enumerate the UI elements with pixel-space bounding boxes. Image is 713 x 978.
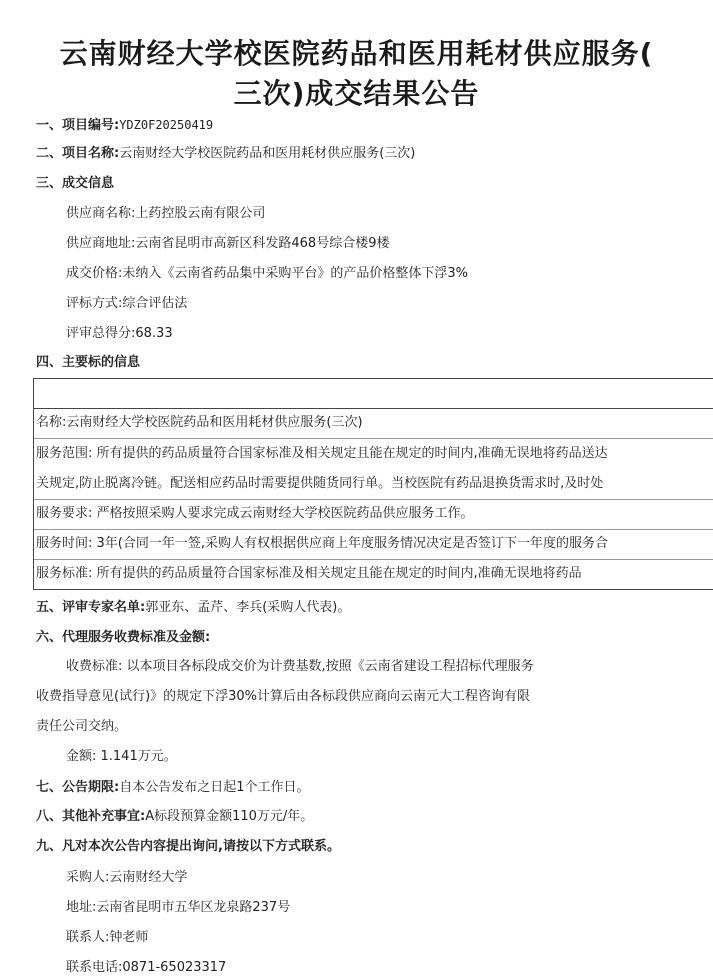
table-header-row [34, 379, 713, 409]
subject-info-table [33, 378, 713, 590]
table-row: 服务要求: 严格按照采购人要求完成云南财经大学校医院药品供应服务工作。 [36, 506, 474, 521]
row-divider [34, 559, 713, 560]
main-subject-heading: 四、主要标的信息 [36, 355, 141, 370]
row-divider [34, 438, 713, 439]
contact-phone: 联系电话:0871-65023317 [66, 960, 227, 975]
project-name-value: 云南财经大学校医院药品和医用耗材供应服务(三次) [119, 146, 416, 161]
expert-list-label: 五、评审专家名单: [36, 600, 146, 615]
row-divider [34, 529, 713, 530]
buyer-address: 地址:云南省昆明市五华区龙泉路237号 [66, 900, 291, 915]
other-matters [36, 808, 313, 826]
buyer-name: 采购人:云南财经大学 [66, 870, 188, 885]
notice-period [36, 779, 309, 797]
supplier-address: 供应商地址:云南省昆明市高新区科发路468号综合楼9楼 [66, 236, 390, 251]
fee-standard-line1: 收费标准: 以本项目各标段成交价为计费基数,按照《云南省建设工程招标代理服务 [66, 659, 534, 674]
other-matters-label: 八、其他补充事宜: [36, 809, 146, 824]
project-number-label: 一、项目编号: [36, 118, 120, 133]
deal-info-heading: 三、成交信息 [36, 176, 115, 191]
evaluation-method: 评标方式:综合评估法 [66, 296, 188, 311]
fee-amount: 金额: 1.141万元。 [66, 749, 177, 764]
project-number [36, 116, 213, 135]
table-row: 服务时间: 3年(合同一年一签,采购人有权根据供应商上年度服务情况决定是否签订下一年度的服务合 [36, 536, 608, 551]
table-row: 服务标准: 所有提供的药品质量符合国家标准及相关规定且能在规定的时间内,准确无误地将药品 [36, 566, 582, 581]
notice-period-value: 自本公告发布之日起1个工作日。 [119, 780, 310, 795]
deal-price: 成交价格:未纳入《云南省药品集中采购平台》的产品价格整体下浮3% [66, 266, 469, 281]
table-row: 关规定,防止脱离冷链。配送相应药品时需要提供随货同行单。当校医院有药品退换货需求时,及时处 [36, 476, 604, 491]
announcement-title-line1: 云南财经大学校医院药品和医用耗材供应服务( [59, 37, 654, 70]
other-matters-value: A标段预算金额110万元/年。 [145, 809, 314, 824]
project-name [36, 145, 415, 163]
project-number-value: YDZ0F20250419 [119, 118, 214, 132]
table-row: 名称:云南财经大学校医院药品和医用耗材供应服务(三次) [36, 415, 363, 430]
expert-list [36, 599, 350, 617]
supplier-name: 供应商名称:上药控股云南有限公司 [66, 206, 266, 221]
contact-heading: 九、凡对本次公告内容提出询问,请按以下方式联系。 [36, 839, 340, 854]
fee-standard-line2: 收费指导意见(试行)》的规定下浮30%计算后由各标段供应商向云南元大工程咨询有限 [36, 689, 531, 704]
table-row: 服务范围: 所有提供的药品质量符合国家标准及相关规定且能在规定的时间内,准确无误地将药品送达 [36, 446, 608, 461]
row-divider [34, 499, 713, 500]
project-name-label: 二、项目名称: [36, 146, 120, 161]
expert-list-value: 郭亚东、孟芹、李兵(采购人代表)。 [145, 600, 351, 615]
fee-standard-line3: 责任公司交纳。 [36, 719, 128, 734]
announcement-title-line2: 三次)成交结果公告 [233, 77, 480, 110]
notice-period-label: 七、公告期限: [36, 780, 120, 795]
contact-person: 联系人:钟老师 [66, 930, 149, 945]
total-score: 评审总得分:68.33 [66, 326, 173, 341]
agency-fee-heading: 六、代理服务收费标准及金额: [36, 630, 211, 645]
